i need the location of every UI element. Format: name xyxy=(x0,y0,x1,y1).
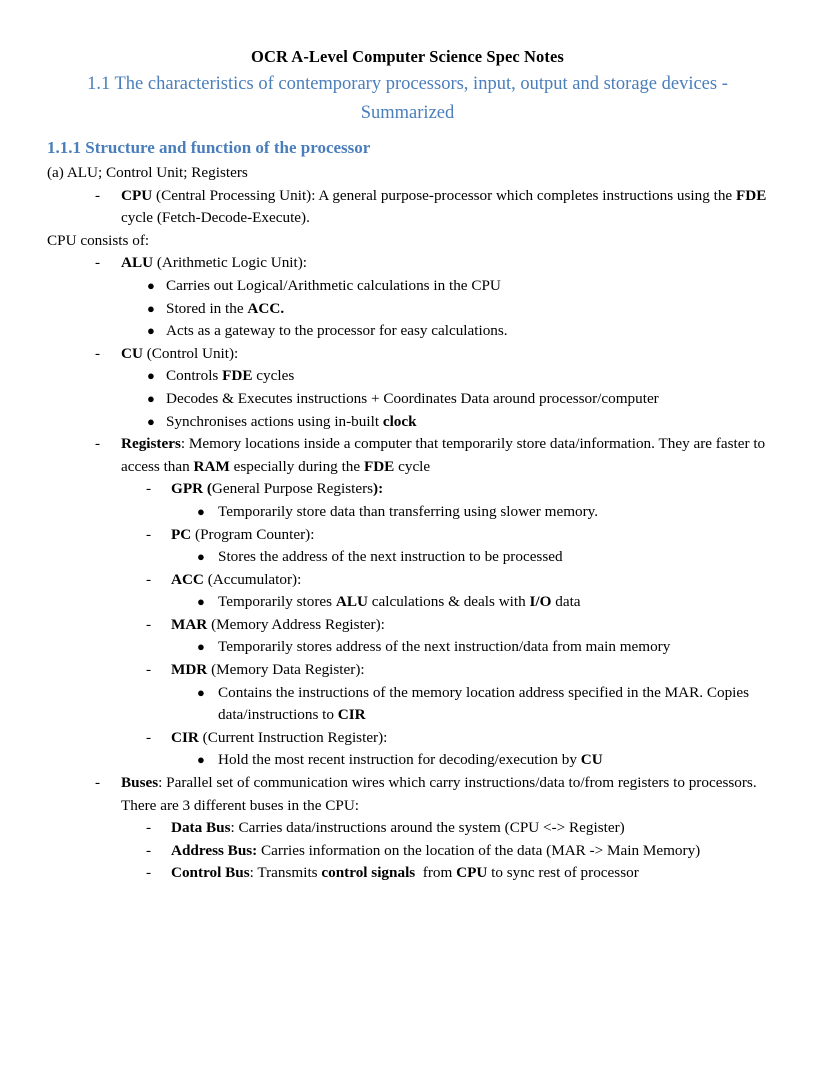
dash-marker-icon: - xyxy=(95,254,101,272)
dash-marker-icon: - xyxy=(95,344,101,362)
body-text: to sync rest of processor xyxy=(487,864,639,882)
body-text: : Memory locations inside a computer that temporarily store data/information. They are faster to access than xyxy=(121,435,769,475)
outline-item xyxy=(147,275,768,298)
body-text: cycle xyxy=(394,457,431,475)
body-text: calculations & deals with xyxy=(367,593,530,611)
outline-item xyxy=(95,772,768,817)
body-text: Decodes & Executes instructions + Coordinates Data around processor/computer xyxy=(166,389,659,407)
outline-item-text xyxy=(121,345,238,362)
bullet-marker-icon: ● xyxy=(147,277,155,293)
emphasis-text: RAM xyxy=(193,457,230,475)
body-text: Carries out Logical/Arithmetic calculations in the CPU xyxy=(166,276,501,294)
emphasis-text: MAR xyxy=(171,615,208,633)
dash-marker-icon: - xyxy=(146,661,152,679)
emphasis-text: Data Bus xyxy=(171,819,231,837)
dash-marker-icon: - xyxy=(95,774,101,792)
body-text: (Program Counter): xyxy=(191,525,315,543)
emphasis-text: MDR xyxy=(171,661,208,679)
bullet-marker-icon: ● xyxy=(147,368,155,384)
outline-item xyxy=(197,636,768,659)
bullet-marker-icon: ● xyxy=(197,639,205,655)
section-intro: (a) ALU; Control Unit; Registers xyxy=(47,164,248,181)
outline-item xyxy=(95,343,768,366)
body-text: CPU consists of: xyxy=(47,231,150,249)
outline-item-text xyxy=(171,480,383,497)
body-text: (Central Processing Unit): A general purpose-processor which completes instructions using the xyxy=(152,186,736,204)
body-text: (Memory Data Register): xyxy=(207,661,365,679)
body-text: data xyxy=(551,593,581,611)
body-text: Temporarily stores address of the next instruction/data from main memory xyxy=(218,638,671,656)
emphasis-text: GPR ( xyxy=(171,480,212,498)
body-text: Contains the instructions of the memory location address specified in the MAR. Copies data/instructions to xyxy=(218,683,753,724)
outline-item xyxy=(147,411,768,434)
outline-item-text xyxy=(218,638,670,655)
body-text: Carries information on the location of the data (MAR -> Main Memory) xyxy=(257,841,701,859)
emphasis-text: I/O xyxy=(529,593,552,611)
outline-item xyxy=(197,682,768,727)
body-text: cycle (Fetch-Decode-Execute). xyxy=(121,186,771,227)
emphasis-text: CIR xyxy=(337,706,366,724)
dash-marker-icon: - xyxy=(95,186,101,204)
outline-item-text xyxy=(218,684,753,724)
outline-item-text xyxy=(121,187,770,227)
body-text: Stored in the xyxy=(166,299,248,317)
outline-item xyxy=(197,591,768,614)
body-text: Temporarily store data than transferring using slower memory. xyxy=(218,502,599,520)
body-text: Stores the address of the next instruction to be processed xyxy=(218,548,563,566)
body-text: Synchronises actions using in-built xyxy=(166,412,383,430)
emphasis-text: FDE xyxy=(735,186,767,204)
body-text: (Control Unit): xyxy=(142,344,239,362)
outline-item xyxy=(47,230,768,253)
emphasis-text: ALU xyxy=(335,593,368,611)
emphasis-text: CU xyxy=(121,344,143,362)
bullet-marker-icon: ● xyxy=(147,413,155,429)
dash-marker-icon: - xyxy=(146,841,152,859)
outline-item xyxy=(146,862,768,885)
outline-item-text xyxy=(171,864,639,881)
emphasis-text: CPU xyxy=(456,864,488,882)
dash-marker-icon: - xyxy=(146,570,152,588)
section-1-1-1 xyxy=(47,134,771,885)
emphasis-text: Address Bus: xyxy=(171,841,258,859)
emphasis-text: CPU xyxy=(121,186,153,204)
outline-item-text xyxy=(166,300,284,317)
body-text: : Carries data/instructions around the system (CPU <-> Register) xyxy=(230,819,625,837)
bullet-marker-icon: ● xyxy=(197,684,205,700)
body-text: : Transmits xyxy=(249,864,322,882)
emphasis-text: CIR xyxy=(171,728,199,746)
emphasis-text: control signals xyxy=(321,864,416,882)
outline-item-text xyxy=(171,661,365,678)
body-text: : Parallel set of communication wires which carry instructions/data to/from registers to processors. There are 3 different buses in the CPU: xyxy=(121,774,761,814)
body-text: (Arithmetic Logic Unit): xyxy=(153,254,308,272)
outline-item xyxy=(146,659,768,682)
document-title: OCR A-Level Computer Science Spec Notes xyxy=(251,47,564,66)
outline-item-text xyxy=(166,322,508,339)
outline-item xyxy=(146,817,768,840)
body-text: (Current Instruction Register): xyxy=(198,728,388,746)
dash-marker-icon: - xyxy=(146,819,152,837)
emphasis-text: ACC. xyxy=(247,299,285,317)
section-heading: 1.1.1 Structure and function of the processor xyxy=(47,138,371,157)
outline-item-text xyxy=(166,390,659,407)
outline-item-text xyxy=(47,232,149,249)
outline-item xyxy=(147,365,768,388)
outline-item-text xyxy=(166,367,294,384)
outline-item xyxy=(197,501,768,524)
bullet-marker-icon: ● xyxy=(197,752,205,768)
dash-marker-icon: - xyxy=(146,864,152,882)
bullet-marker-icon: ● xyxy=(197,503,205,519)
outline-item-text xyxy=(171,729,387,746)
outline-item-text xyxy=(171,819,625,836)
outline-item xyxy=(197,546,768,569)
bullet-marker-icon: ● xyxy=(147,390,155,406)
dash-marker-icon: - xyxy=(146,480,152,498)
emphasis-text: ): xyxy=(373,480,384,498)
body-text: General Purpose Registers xyxy=(211,480,374,498)
dash-marker-icon: - xyxy=(146,728,152,746)
bullet-marker-icon: ● xyxy=(197,594,205,610)
outline-item xyxy=(147,320,768,343)
body-text: (Memory Address Register): xyxy=(207,615,385,633)
outline-item xyxy=(146,524,768,547)
bullet-marker-icon: ● xyxy=(147,323,155,339)
outline-item-text xyxy=(166,413,417,430)
bullet-marker-icon: ● xyxy=(147,300,155,316)
outline-item-text xyxy=(171,526,314,543)
dash-marker-icon: - xyxy=(146,525,152,543)
outline-item xyxy=(95,433,768,478)
outline-item xyxy=(146,569,768,592)
outline-body xyxy=(47,185,771,885)
outline-item xyxy=(147,388,768,411)
outline-item-text xyxy=(171,571,301,588)
body-text: especially during the xyxy=(229,457,364,475)
body-text: Temporarily stores xyxy=(218,593,336,611)
emphasis-text: FDE xyxy=(222,367,253,385)
body-text: Acts as a gateway to the processor for easy calculations. xyxy=(166,322,508,340)
outline-item xyxy=(146,614,768,637)
emphasis-text: ACC xyxy=(171,570,204,588)
body-text: Controls xyxy=(166,367,223,385)
body-text: Hold the most recent instruction for decoding/execution by xyxy=(218,751,581,769)
emphasis-text: FDE xyxy=(363,457,395,475)
outline-item xyxy=(146,478,768,501)
bullet-marker-icon: ● xyxy=(197,549,205,565)
body-text: from xyxy=(415,864,457,882)
body-text: cycles xyxy=(252,367,295,385)
emphasis-text: Control Bus xyxy=(171,864,250,882)
outline-item-text xyxy=(121,435,769,475)
emphasis-text: ALU xyxy=(121,254,154,272)
emphasis-text: clock xyxy=(382,412,417,430)
outline-item-text xyxy=(166,277,501,294)
outline-item-text xyxy=(171,842,700,859)
emphasis-text: Registers xyxy=(121,435,181,453)
outline-item-text xyxy=(218,503,598,520)
dash-marker-icon: - xyxy=(146,615,152,633)
dash-marker-icon: - xyxy=(95,435,101,453)
outline-item-text xyxy=(218,548,563,565)
outline-item xyxy=(146,727,768,750)
document-subtitle: 1.1 The characteristics of contemporary processors, input, output and storage devices - Summarized xyxy=(87,74,728,123)
outline-item xyxy=(147,298,768,321)
emphasis-text: CU xyxy=(580,751,603,769)
outline-item-text xyxy=(121,774,760,814)
outline-item xyxy=(95,252,768,275)
outline-item-text xyxy=(171,616,385,633)
emphasis-text: PC xyxy=(171,525,192,543)
emphasis-text: Buses xyxy=(121,774,159,792)
outline-item xyxy=(95,185,771,230)
body-text: (Accumulator): xyxy=(203,570,302,588)
outline-item-text xyxy=(121,254,307,271)
outline-item-text xyxy=(218,593,581,610)
outline-item xyxy=(146,840,768,863)
outline-item-text xyxy=(218,751,603,768)
outline-item xyxy=(197,749,768,772)
